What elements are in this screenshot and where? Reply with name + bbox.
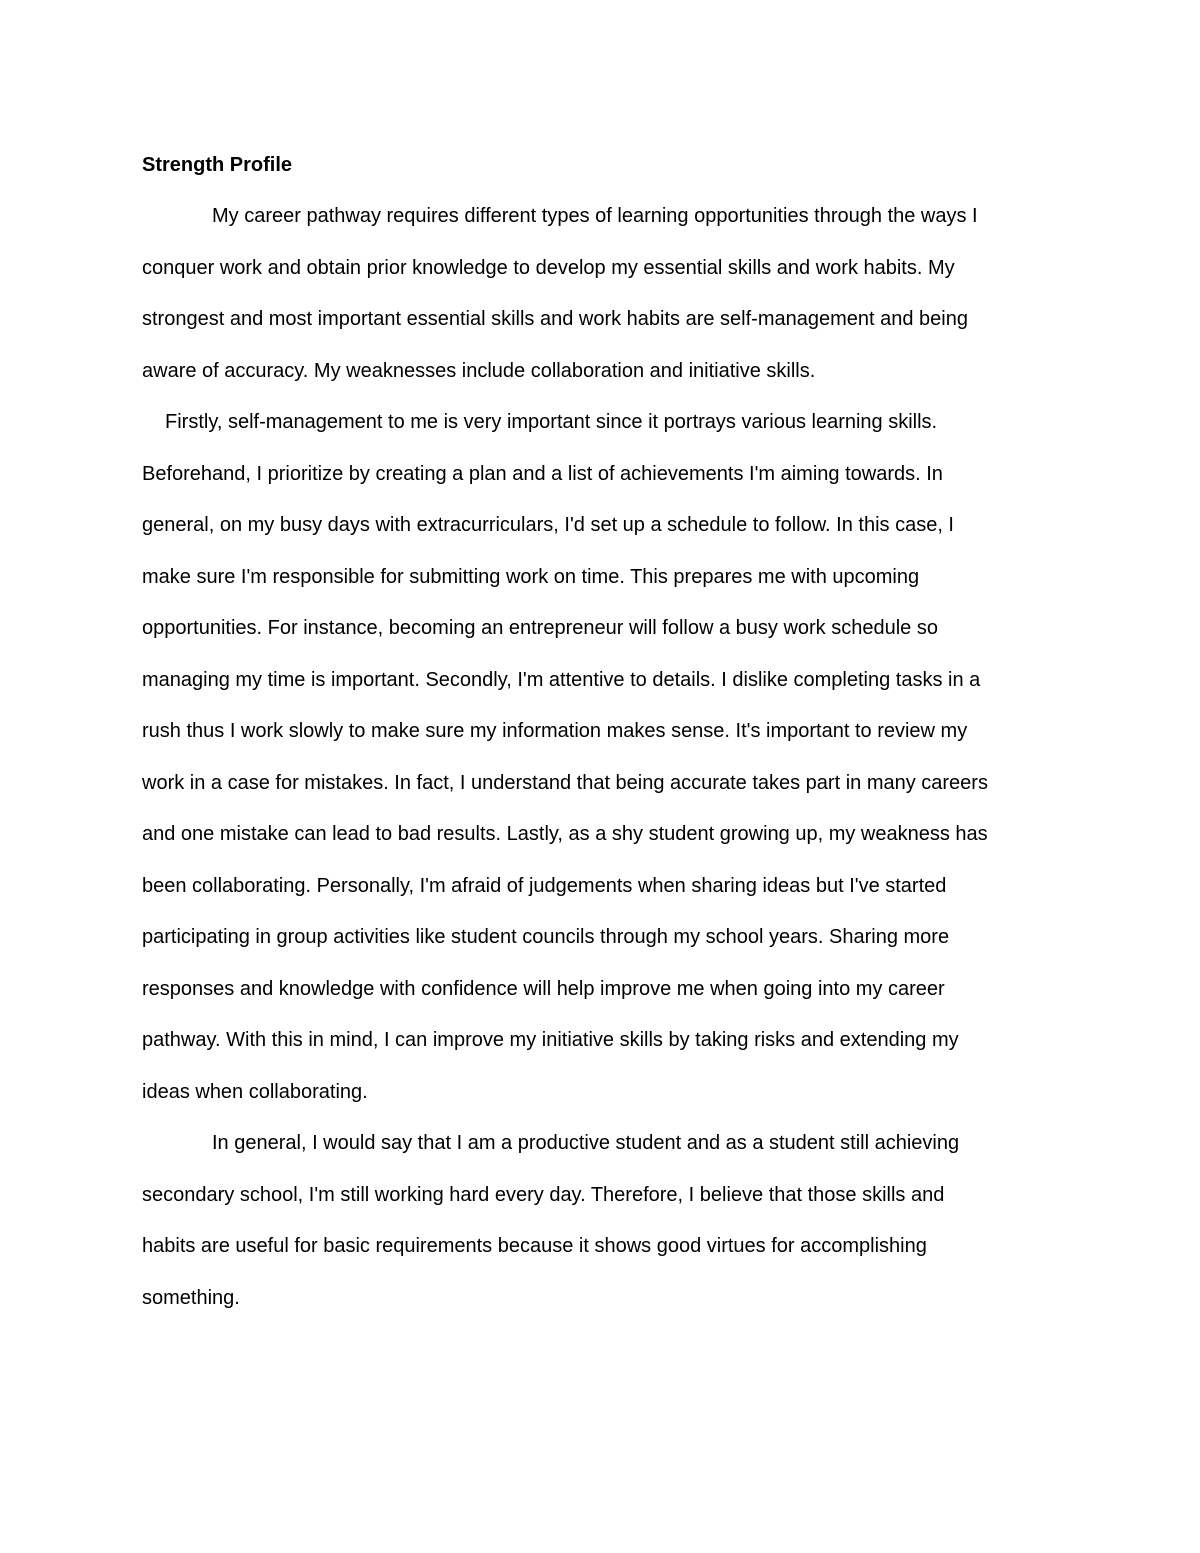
text-line: work in a case for mistakes. In fact, I understand that being accurate takes part in many careers — [142, 772, 988, 794]
text-line: aware of accuracy. My weaknesses include collaboration and initiative skills. — [142, 360, 816, 382]
text-line: Beforehand, I prioritize by creating a plan and a list of achievements I'm aiming towards. In — [142, 463, 943, 485]
text-line: something. — [142, 1287, 240, 1309]
text-line: conquer work and obtain prior knowledge to develop my essential skills and work habits. My — [142, 257, 955, 279]
text-line: and one mistake can lead to bad results. Lastly, as a shy student growing up, my weakness has — [142, 823, 988, 845]
text-line: make sure I'm responsible for submitting work on time. This prepares me with upcoming — [142, 566, 920, 588]
text-line: responses and knowledge with confidence will help improve me when going into my career — [142, 978, 945, 1000]
document-title: Strength Profile — [142, 154, 293, 176]
text-line: been collaborating. Personally, I'm afraid of judgements when sharing ideas but I've started — [142, 875, 947, 897]
text-line: secondary school, I'm still working hard every day. Therefore, I believe that those skills and — [142, 1184, 945, 1206]
text-line: habits are useful for basic requirements because it shows good virtues for accomplishing — [142, 1235, 927, 1257]
text-line: pathway. With this in mind, I can improve my initiative skills by taking risks and extending my — [142, 1029, 959, 1051]
text-line: Firstly, self-management to me is very important since it portrays various learning skills. — [165, 411, 938, 433]
text-line: rush thus I work slowly to make sure my information makes sense. It's important to review my — [142, 720, 968, 742]
text-line: In general, I would say that I am a productive student and as a student still achieving — [212, 1132, 960, 1154]
text-line: strongest and most important essential skills and work habits are self-management and being — [142, 308, 968, 330]
text-line: opportunities. For instance, becoming an entrepreneur will follow a busy work schedule so — [142, 617, 938, 639]
text-line: general, on my busy days with extracurriculars, I'd set up a schedule to follow. In this case, I — [142, 514, 954, 536]
text-line: ideas when collaborating. — [142, 1081, 368, 1103]
text-line: participating in group activities like student councils through my school years. Sharing more — [142, 926, 950, 948]
text-line: My career pathway requires different types of learning opportunities through the ways I — [212, 205, 978, 227]
text-line: managing my time is important. Secondly, I'm attentive to details. I dislike completing tasks in a — [142, 669, 981, 691]
